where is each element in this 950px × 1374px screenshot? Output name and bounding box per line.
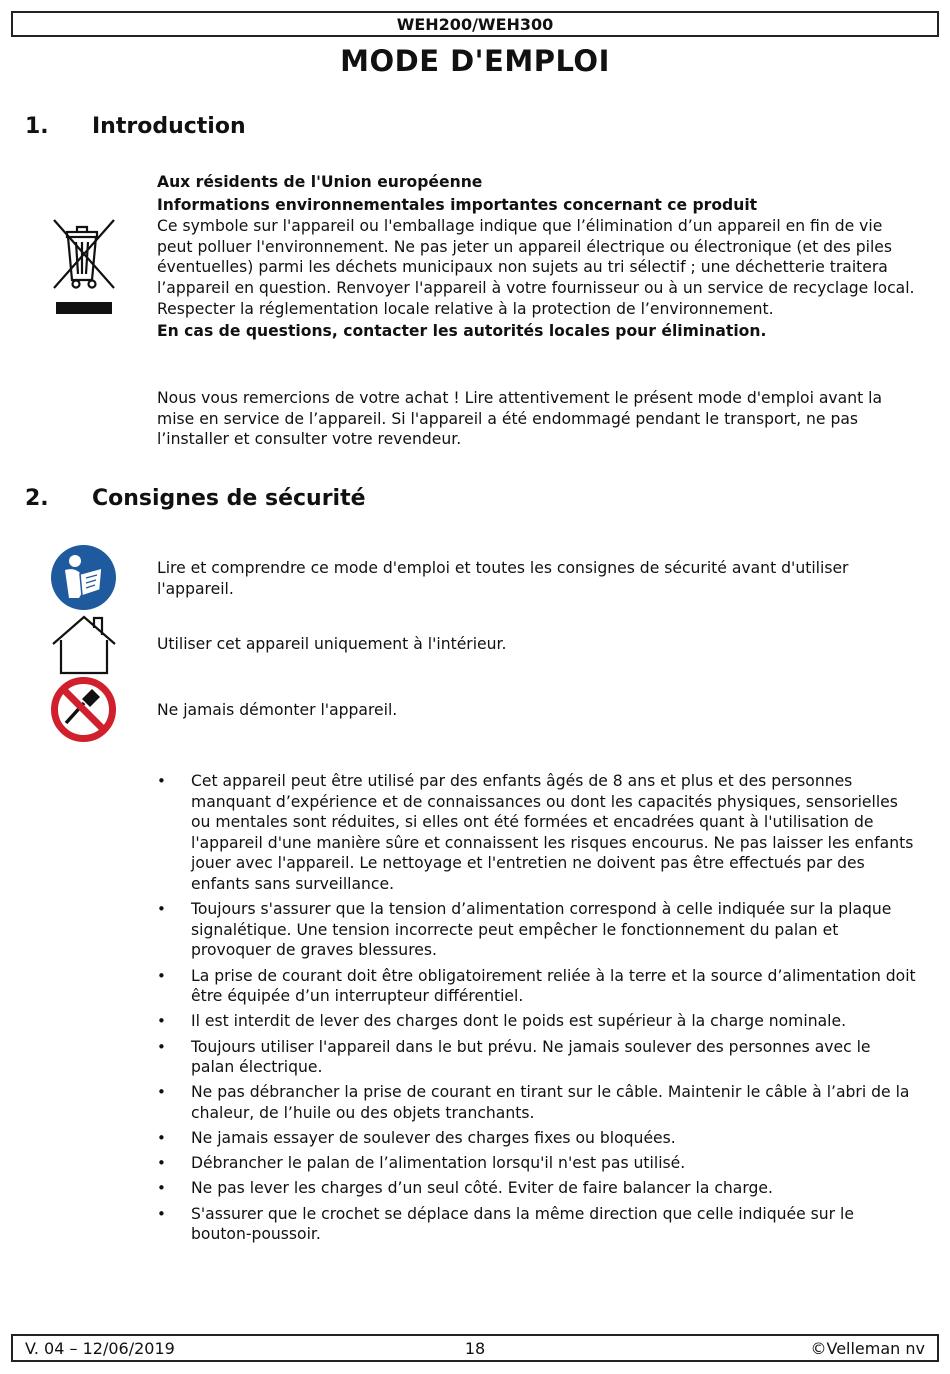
eu-residents-title: Aux résidents de l'Union européenne: [157, 173, 483, 191]
weee-bin-icon: [50, 218, 120, 322]
section-title: Consignes de sécurité: [92, 486, 366, 511]
section-heading-safety: [25, 486, 366, 511]
no-disassembly-icon: [50, 676, 117, 747]
document-header: [11, 11, 939, 37]
list-item: • Ne pas lever les charges d’un seul côté. Eviter de faire balancer la charge.: [157, 1179, 773, 1198]
list-item: • Débrancher le palan de l’alimentation lorsqu'il n'est pas utilisé.: [157, 1154, 686, 1173]
model-number: WEH200/WEH300: [396, 14, 554, 34]
copyright: ©Velleman nv: [810, 1338, 925, 1358]
section-title: Introduction: [92, 114, 246, 139]
section-number: 1.: [25, 114, 49, 139]
list-item: • Toujours s'assurer que la tension d’alimentation correspond à celle indiquée sur la plaque signalétique. Une tension incorrecte peut empêcher le fonctionnement du palan et provoquer de graves blessures.: [157, 900, 892, 960]
page-number: 18: [464, 1338, 486, 1358]
symbol-text-indoor-use: Utiliser cet appareil uniquement à l'intérieur.: [157, 635, 507, 653]
environment-title: Informations environnementales importantes concernant ce produit: [157, 195, 758, 214]
questions-text: En cas de questions, contacter les autorités locales pour élimination.: [157, 322, 767, 341]
symbol-text-read-manual: Lire et comprendre ce mode d'emploi et toutes les consignes de sécurité avant d'utiliser l'appareil.: [157, 559, 849, 598]
indoor-use-icon: [50, 614, 118, 680]
list-item: • Cet appareil peut être utilisé par des enfants âgés de 8 ans et plus et des personnes manquant d’expérience et de connaissances ou dont les capacités physiques, sensorielles ou mentales sont réduites, si elles ont été formées et encadrées quant à l'utilisation de l'appareil d'une manière sûre et connaissent les risques encourus. Ne pas laisser les enfants jouer avec l'appareil. Le nettoyage et l'entretien ne doivent pas être effectués par des enfants sans surveillance.: [157, 772, 914, 893]
thanks-text: Nous vous remercions de votre achat ! Lire attentivement le présent mode d'emploi avant la mise en service de l’appareil. Si l'appareil a été endommagé pendant le transport, ne pas l’installer et consulter votre revendeur.: [157, 389, 883, 449]
list-item: • Toujours utiliser l'appareil dans le but prévu. Ne jamais soulever des personnes avec le palan électrique.: [157, 1037, 871, 1077]
intro-environment-block: [157, 172, 917, 342]
intro-thanks-block: [157, 388, 917, 450]
section-number: 2.: [25, 486, 49, 511]
symbol-text-no-disassembly: Ne jamais démonter l'appareil.: [157, 701, 398, 719]
document-footer: [11, 1334, 939, 1362]
list-item: • Ne pas débrancher la prise de courant en tirant sur le câble. Maintenir le câble à l’abri de la chaleur, de l’huile ou des objets tranchants.: [157, 1083, 910, 1122]
environment-text: Ce symbole sur l'appareil ou l'emballage indique que l’élimination d’un appareil en fin de vie peut polluer l'environnement. Ne pas jeter un appareil électrique ou électronique (et des piles éventuelles) parmi les déchets municipaux non sujets au tri sélectif ; une déchetterie traitera l’appareil en question. Renvoyer l'appareil à votre fournisseur ou à un service de recyclage local. Respecter la réglementation locale relative à la protection de l’environnement.: [157, 217, 915, 318]
list-item: • S'assurer que le crochet se déplace dans la même direction que celle indiquée sur le bouton-poussoir.: [157, 1204, 854, 1244]
list-item: • La prise de courant doit être obligatoirement reliée à la terre et la source d’alimentation doit être équipée d’un interrupteur différentiel.: [157, 966, 916, 1006]
section-heading-introduction: [25, 114, 246, 139]
page-title: MODE D'EMPLOI: [340, 44, 610, 78]
safety-instructions-list: [157, 771, 917, 1249]
list-item: • Ne jamais essayer de soulever des charges fixes ou bloquées.: [157, 1129, 676, 1148]
version-date: V. 04 – 12/06/2019: [25, 1338, 175, 1358]
list-item: • Il est interdit de lever des charges dont le poids est supérieur à la charge nominale.: [157, 1012, 847, 1031]
read-manual-icon: [50, 544, 117, 615]
